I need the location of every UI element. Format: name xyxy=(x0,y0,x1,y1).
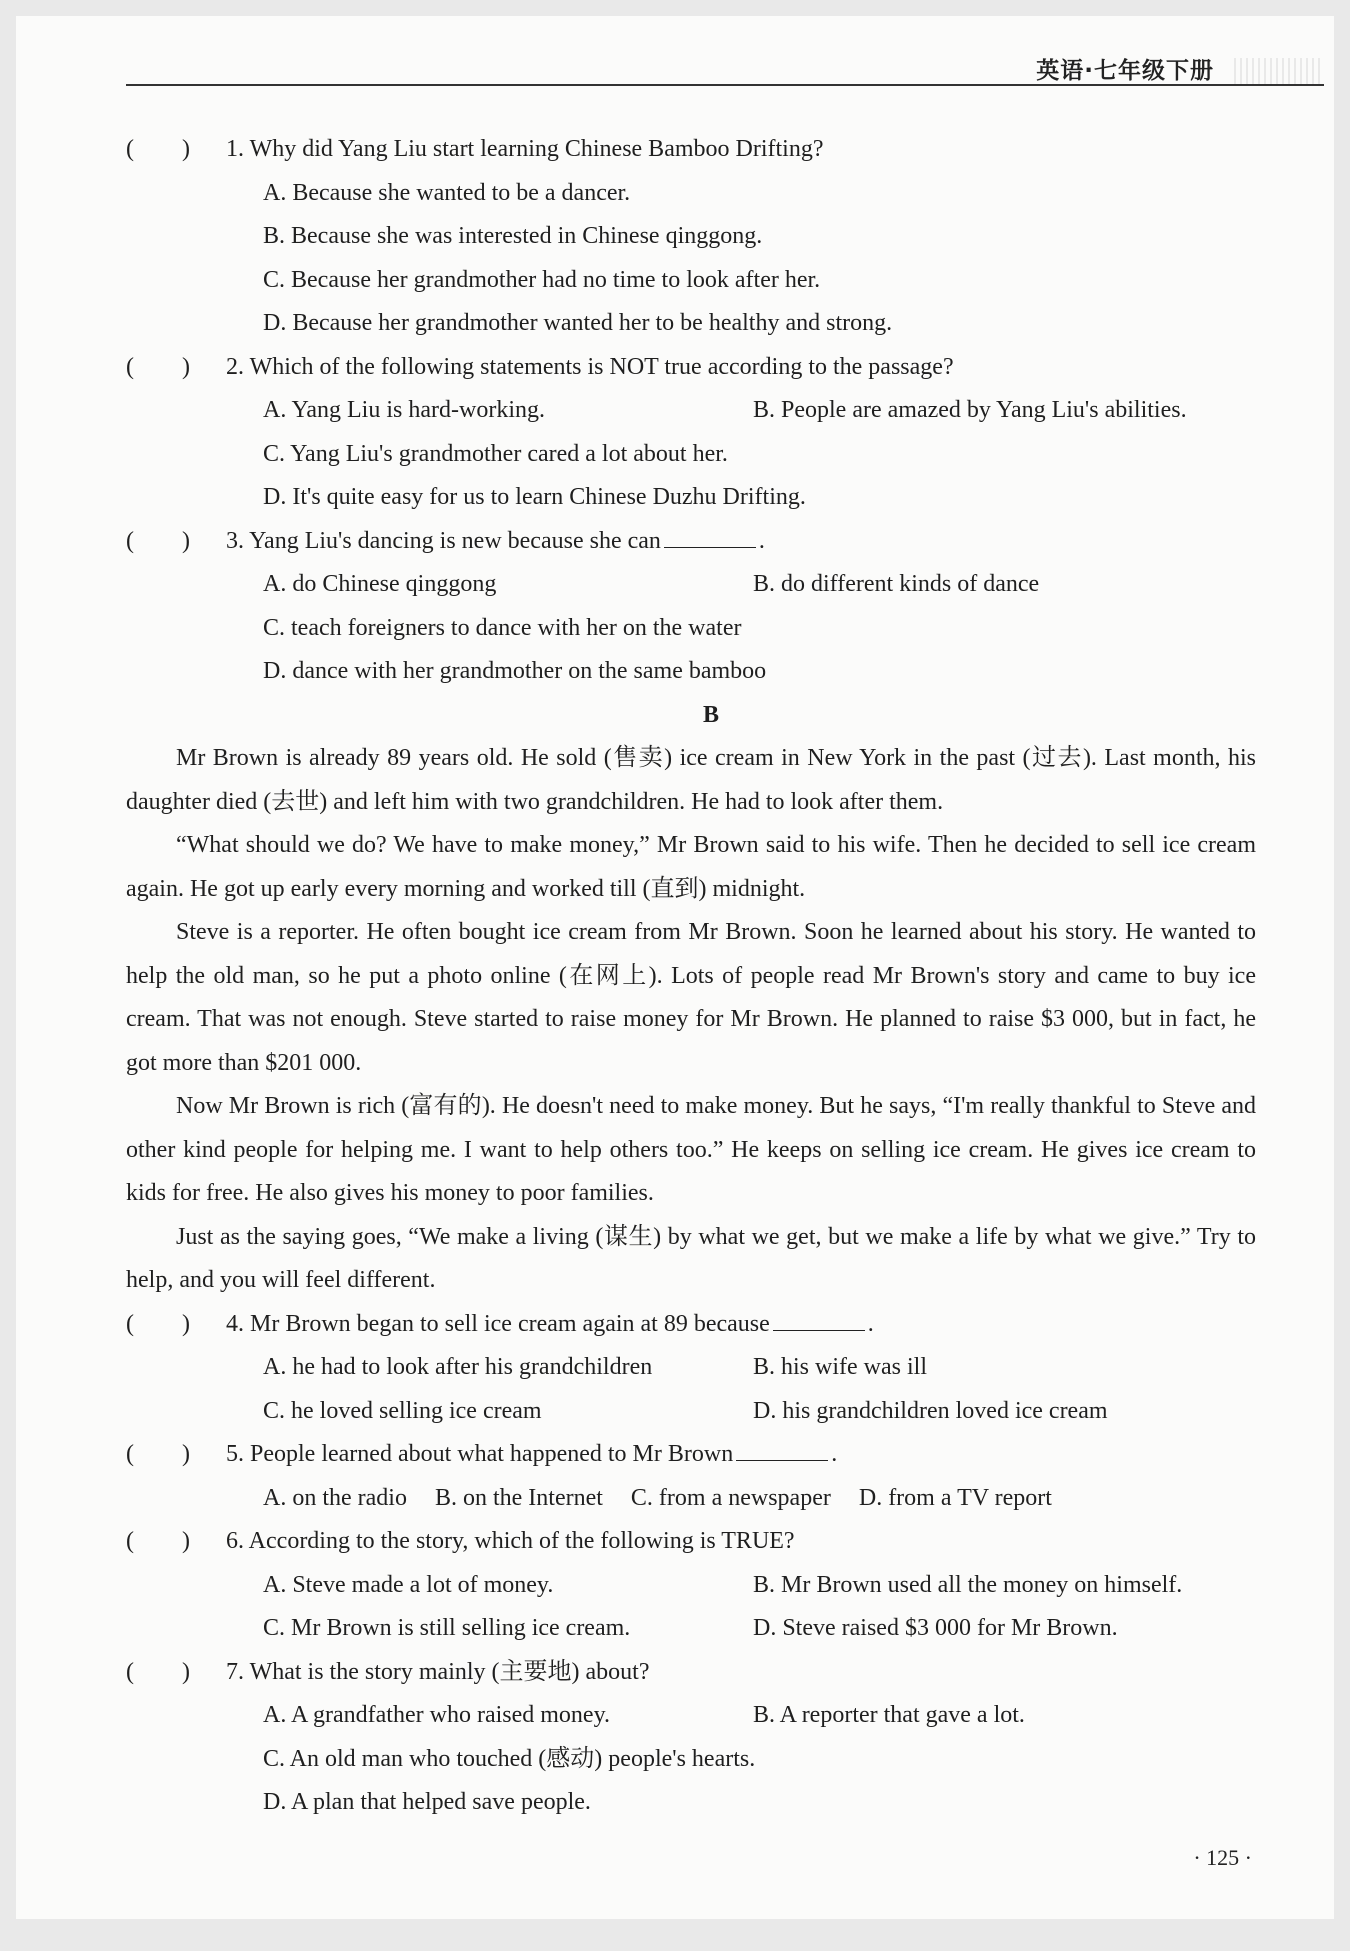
page-header: 英语·七年级下册 xyxy=(1036,58,1214,84)
section-b-title: B xyxy=(702,701,719,728)
option-b: B. on the Internet xyxy=(434,1484,603,1511)
question-5 xyxy=(126,1433,1256,1520)
option-b: B. People are amazed by Yang Liu's abilities. xyxy=(753,397,1187,423)
passage-paragraph: Just as the saying goes, “We make a living (谋生) by what we get, but we make a life by what we give.” Try to help, and you will feel different. xyxy=(126,1223,1256,1293)
page-number: · 125 · xyxy=(1193,1845,1252,1870)
option-a: A. on the radio xyxy=(263,1484,407,1511)
passage-paragraph: “What should we do? We have to make money,” Mr Brown said to his wife. Then he decided to sell ice cream again. He got up early every morning and worked till (直到) midnight. xyxy=(126,832,1256,902)
answer-bracket[interactable]: ( ) xyxy=(126,1310,190,1337)
option-b: B. do different kinds of dance xyxy=(753,571,1040,597)
option-a: A. Because she wanted to be a dancer. xyxy=(263,179,631,206)
answer-bracket[interactable]: ( ) xyxy=(126,1441,190,1467)
question-3 xyxy=(126,520,1256,694)
option-d: D. Because her grandmother wanted her to be healthy and strong. xyxy=(263,310,893,336)
option-a: A. Yang Liu is hard-working. xyxy=(263,397,545,423)
passage-paragraph: Now Mr Brown is rich (富有的). He doesn't need to make money. But he says, “I'm really thankful to Steve and other kind people for helping me. I want to help others too.” He keeps on selling ice cream. He gives ice cream to kids for free. He also gives his money to poor families. xyxy=(126,1093,1256,1206)
option-c: C. An old man who touched (感动) people's hearts. xyxy=(263,1745,756,1772)
option-b: B. Mr Brown used all the money on himself. xyxy=(753,1571,1183,1598)
option-d: D. A plan that helped save people. xyxy=(263,1789,591,1815)
answer-blank[interactable] xyxy=(773,1310,865,1331)
option-c: C. Yang Liu's grandmother cared a lot about her. xyxy=(263,440,728,467)
answer-bracket[interactable]: ( ) xyxy=(126,1658,190,1685)
question-2 xyxy=(126,346,1256,520)
option-b: B. A reporter that gave a lot. xyxy=(753,1702,1025,1728)
option-a: A. he had to look after his grandchildren xyxy=(263,1354,653,1380)
answer-blank[interactable] xyxy=(736,1440,828,1461)
question-stem: 3. Yang Liu's dancing is new because she can xyxy=(226,527,661,554)
passage-paragraph: Steve is a reporter. He often bought ice cream from Mr Brown. Soon he learned about his story. He wanted to help the old man, so he put a photo online (在网上). Lots of people read Mr Brown's story and came to buy ice cream. That was not enough. Steve started to raise money for Mr Brown. He planned to raise $3 000, but in fact, he got more than $201 000. xyxy=(126,919,1256,1076)
question-4 xyxy=(126,1303,1256,1434)
option-d: D. from a TV report xyxy=(858,1484,1052,1511)
answer-bracket[interactable]: ( ) xyxy=(126,353,190,380)
option-d: D. It's quite easy for us to learn Chinese Duzhu Drifting. xyxy=(263,484,806,510)
question-stem: 4. Mr Brown began to sell ice cream again at 89 because xyxy=(226,1310,770,1337)
question-7 xyxy=(126,1651,1256,1825)
option-d: D. Steve raised $3 000 for Mr Brown. xyxy=(753,1615,1118,1641)
passage xyxy=(126,737,1256,1303)
option-b: B. his wife was ill xyxy=(753,1354,927,1380)
question-stem: 5. People learned about what happened to Mr Brown xyxy=(226,1441,734,1467)
answer-blank[interactable] xyxy=(664,527,756,548)
answer-bracket[interactable]: ( ) xyxy=(126,1528,190,1554)
header-rule xyxy=(126,84,1324,86)
question-stem: 2. Which of the following statements is NOT true according to the passage? xyxy=(226,353,954,380)
option-a: A. do Chinese qinggong xyxy=(263,571,497,597)
question-1 xyxy=(126,128,1256,346)
stem-end: . xyxy=(831,1441,838,1467)
content xyxy=(126,128,1256,1825)
option-c: C. he loved selling ice cream xyxy=(263,1397,542,1424)
page xyxy=(16,16,1334,1919)
option-b: B. Because she was interested in Chinese qinggong. xyxy=(263,223,763,249)
question-stem: 7. What is the story mainly (主要地) about? xyxy=(226,1658,650,1685)
answer-bracket[interactable]: ( ) xyxy=(126,527,190,554)
option-c: C. teach foreigners to dance with her on the water xyxy=(263,614,742,641)
question-6 xyxy=(126,1520,1256,1651)
question-stem: 1. Why did Yang Liu start learning Chinese Bamboo Drifting? xyxy=(226,136,824,162)
option-a: A. A grandfather who raised money. xyxy=(263,1702,611,1728)
answer-bracket[interactable]: ( ) xyxy=(126,136,190,162)
header-decoration xyxy=(1234,58,1324,84)
passage-paragraph: Mr Brown is already 89 years old. He sold (售卖) ice cream in New York in the past (过去). Last month, his daughter died (去世) and left him with two grandchildren. He had to look after them. xyxy=(126,745,1256,815)
option-a: A. Steve made a lot of money. xyxy=(263,1571,554,1598)
question-stem: 6. According to the story, which of the following is TRUE? xyxy=(226,1528,795,1554)
option-c: C. Mr Brown is still selling ice cream. xyxy=(263,1615,631,1641)
option-d: D. dance with her grandmother on the same bamboo xyxy=(263,658,767,684)
stem-end: . xyxy=(867,1310,874,1337)
option-c: C. Because her grandmother had no time to look after her. xyxy=(263,266,821,293)
option-c: C. from a newspaper xyxy=(630,1484,831,1511)
stem-end: . xyxy=(758,527,765,554)
option-d: D. his grandchildren loved ice cream xyxy=(753,1397,1108,1424)
